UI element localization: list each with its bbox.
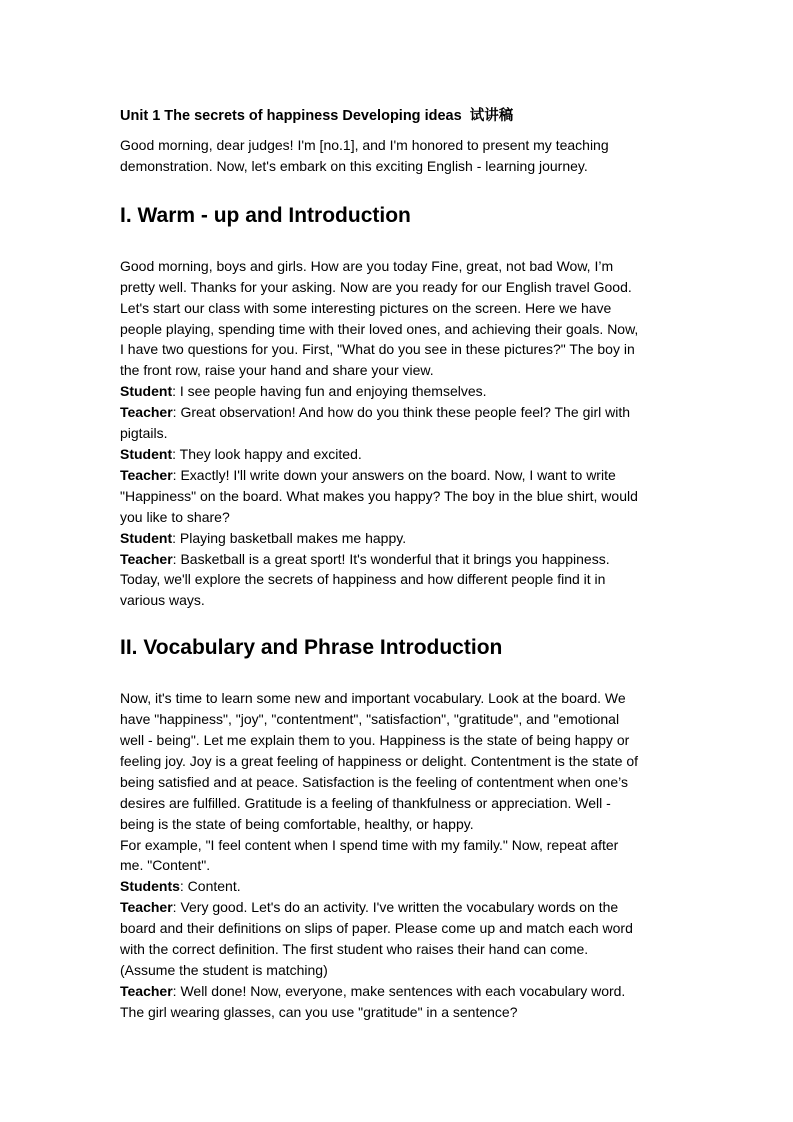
- speaker-label: Teacher: [120, 466, 173, 483]
- dialogue-line: [120, 381, 676, 402]
- text-line: pigtails.: [120, 425, 168, 442]
- dialogue-line: [120, 876, 676, 897]
- title-text: Unit 1 The secrets of happiness Developing ideas: [120, 108, 462, 124]
- dialogue-text: : Basketball is a great sport! It's wonderful that it brings you happiness.: [172, 550, 610, 567]
- section-heading-warmup: I. Warm - up and Introduction: [120, 203, 411, 227]
- text-line: Today, we'll explore the secrets of happiness and how different people find it in: [120, 571, 606, 588]
- speaker-label: Students: [120, 878, 180, 895]
- dialogue-line: [120, 981, 676, 1002]
- text-line: "Happiness" on the board. What makes you happy? The boy in the blue shirt, would: [120, 487, 638, 504]
- dialogue-text: : Content.: [179, 878, 241, 895]
- dialogue-text: : Very good. Let's do an activity. I've written the vocabulary words on the: [172, 899, 619, 916]
- dialogue-line: [120, 549, 676, 570]
- dialogue-line: [120, 465, 676, 486]
- text-line: I have two questions for you. First, "What do you see in these pictures?" The boy in: [120, 341, 635, 358]
- intro-paragraph: [120, 135, 676, 177]
- text-line: being satisfied and at peace. Satisfaction is the feeling of contentment when one’s: [120, 773, 628, 790]
- text-line: people playing, spending time with their loved ones, and achieving their goals. Now,: [120, 320, 639, 337]
- text-line: me. "Content".: [120, 857, 211, 874]
- speaker-label: Teacher: [120, 982, 173, 999]
- text-line: pretty well. Thanks for your asking. Now are you ready for our English travel Good.: [120, 278, 632, 295]
- section-warmup-body: [120, 256, 676, 611]
- document-page: [120, 102, 676, 1023]
- text-line: For example, "I feel content when I spend time with my family." Now, repeat after: [120, 836, 619, 853]
- dialogue-text: : Great observation! And how do you think these people feel? The girl with: [172, 404, 631, 421]
- document-title: [120, 102, 676, 130]
- text-line: well - being". Let me explain them to you. Happiness is the state of being happy or: [120, 732, 630, 749]
- speaker-label: Teacher: [120, 899, 173, 916]
- intro-line: Good morning, dear judges! I'm [no.1], and I'm honored to present my teaching: [120, 137, 609, 153]
- speaker-label: Student: [120, 445, 173, 462]
- text-line: have "happiness", "joy", "contentment", "satisfaction", "gratitude", and "emotional: [120, 711, 620, 728]
- dialogue-text: : Well done! Now, everyone, make sentences with each vocabulary word.: [172, 982, 626, 999]
- dialogue-line: [120, 402, 676, 423]
- dialogue-text: : Exactly! I'll write down your answers on the board. Now, I want to write: [172, 466, 616, 483]
- section-heading-vocabulary: II. Vocabulary and Phrase Introduction: [120, 636, 503, 660]
- text-line: board and their definitions on slips of paper. Please come up and match each word: [120, 920, 633, 937]
- text-line: Let's start our class with some interesting pictures on the screen. Here we have: [120, 299, 612, 316]
- text-line: desires are fulfilled. Gratitude is a feeling of thankfulness or appreciation. Well -: [120, 794, 611, 811]
- text-line: various ways.: [120, 592, 205, 609]
- speaker-label: Student: [120, 529, 173, 546]
- text-line: The girl wearing glasses, can you use "gratitude" in a sentence?: [120, 1003, 518, 1020]
- text-line: Good morning, boys and girls. How are you today Fine, great, not bad Wow, I’m: [120, 257, 614, 274]
- dialogue-line: [120, 897, 676, 918]
- dialogue-line: [120, 444, 676, 465]
- dialogue-line: [120, 528, 676, 549]
- speaker-label: Teacher: [120, 404, 173, 421]
- text-line: Now, it's time to learn some new and important vocabulary. Look at the board. We: [120, 690, 626, 707]
- speaker-label: Student: [120, 383, 173, 400]
- title-cjk: 试讲稿: [469, 108, 514, 124]
- speaker-label: Teacher: [120, 550, 173, 567]
- section-vocabulary-body: [120, 688, 676, 1023]
- text-line: feeling joy. Joy is a great feeling of happiness or delight. Contentment is the state of: [120, 752, 639, 769]
- text-line: (Assume the student is matching): [120, 962, 328, 978]
- text-line: with the correct definition. The first student who raises their hand can come.: [120, 941, 589, 958]
- intro-line: demonstration. Now, let's embark on this exciting English - learning journey.: [120, 157, 588, 174]
- text-line: the front row, raise your hand and share your view.: [120, 362, 434, 379]
- dialogue-text: : I see people having fun and enjoying themselves.: [172, 383, 487, 400]
- text-line: you like to share?: [120, 508, 230, 525]
- dialogue-text: : They look happy and excited.: [172, 445, 362, 462]
- text-line: being is the state of being comfortable, healthy, or happy.: [120, 815, 474, 832]
- dialogue-text: : Playing basketball makes me happy.: [172, 529, 407, 546]
